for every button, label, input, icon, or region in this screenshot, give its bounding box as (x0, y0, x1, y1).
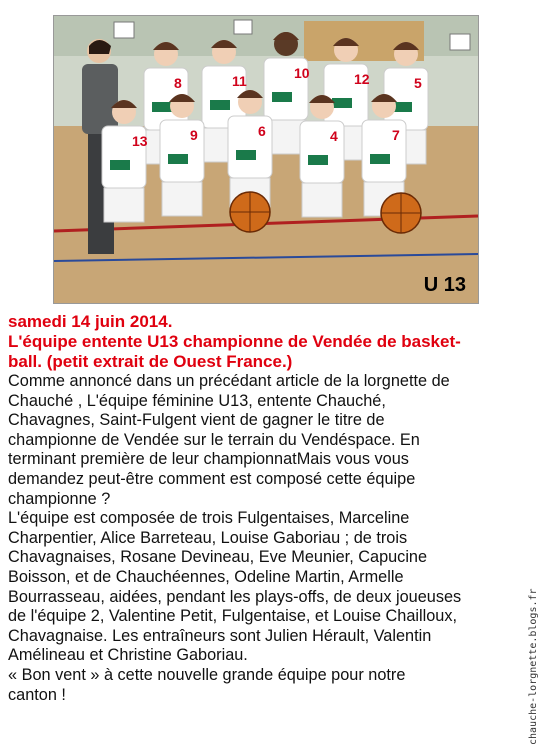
article-body-line: Amélineau et Christine Gaboriau. (8, 646, 248, 665)
article-body-line: Comme annoncé dans un précédant article de la lorgnette de (8, 372, 450, 390)
team-photo (53, 15, 479, 304)
jersey-number: 9 (190, 127, 198, 143)
article-body-line: Chavagnaise. Les entraîneurs sont Julien Hérault, Valentin (8, 626, 432, 645)
article-body-line: Boisson, et de Chauchéennes, Odeline Martin, Armelle (8, 567, 404, 586)
article-body-line: de l'équipe 2, Valentine Petit, Fulgentaise, et Louise Chailloux, (8, 607, 458, 626)
article-body-line: L'équipe est composée de trois Fulgentaises, Marceline (8, 509, 410, 528)
jersey-number: 6 (258, 123, 266, 139)
jersey-number: 5 (414, 75, 422, 91)
article-body (8, 372, 528, 705)
article-body-line: Chauché , L'équipe féminine U13, entente Chauché, (8, 391, 386, 410)
jersey-number: 13 (132, 133, 148, 149)
article-body-line: championne ? (8, 489, 111, 508)
article-body-line: Chavagnes, Saint-Fulgent vient de gagner le titre de (8, 411, 385, 430)
article-body-line: terminant première de leur championnatMais vous vous (8, 450, 409, 469)
jersey-number: 7 (392, 127, 400, 143)
jersey-number: 8 (174, 75, 182, 91)
article-body-line: demandez peut-être comment est composé cette équipe (8, 469, 416, 488)
article-body-line: Bourrasseau, aidées, pendant les plays-offs, de deux joueuses (8, 587, 462, 606)
jersey-number: 11 (232, 73, 247, 89)
article-body-line: championne de Vendée sur le terrain du Vendéspace. En (8, 430, 420, 449)
jersey-number: 12 (354, 71, 370, 87)
blog-watermark: chauche-lorgnette.blogs.fr (528, 588, 539, 745)
jersey-number: 10 (294, 65, 310, 81)
team-photo-illustration (54, 16, 478, 303)
article (8, 312, 528, 705)
article-title-line-2: ball. (petit extrait de Ouest France.) (8, 352, 293, 371)
article-body-line: canton ! (8, 685, 66, 704)
photo-caption: U 13 (423, 274, 466, 296)
article-body-line: Charpentier, Alice Barreteau, Louise Gaboriau ; de trois (8, 528, 408, 547)
article-body-line: « Bon vent » à cette nouvelle grande équipe pour notre (8, 665, 406, 684)
jersey-number: 4 (330, 128, 338, 144)
article-title-line-1: L'équipe entente U13 championne de Vendée de basket- (8, 332, 461, 351)
article-body-line: Chavagnaises, Rosane Devineau, Eve Meunier, Capucine (8, 548, 428, 567)
article-date: samedi 14 juin 2014. (8, 312, 173, 331)
